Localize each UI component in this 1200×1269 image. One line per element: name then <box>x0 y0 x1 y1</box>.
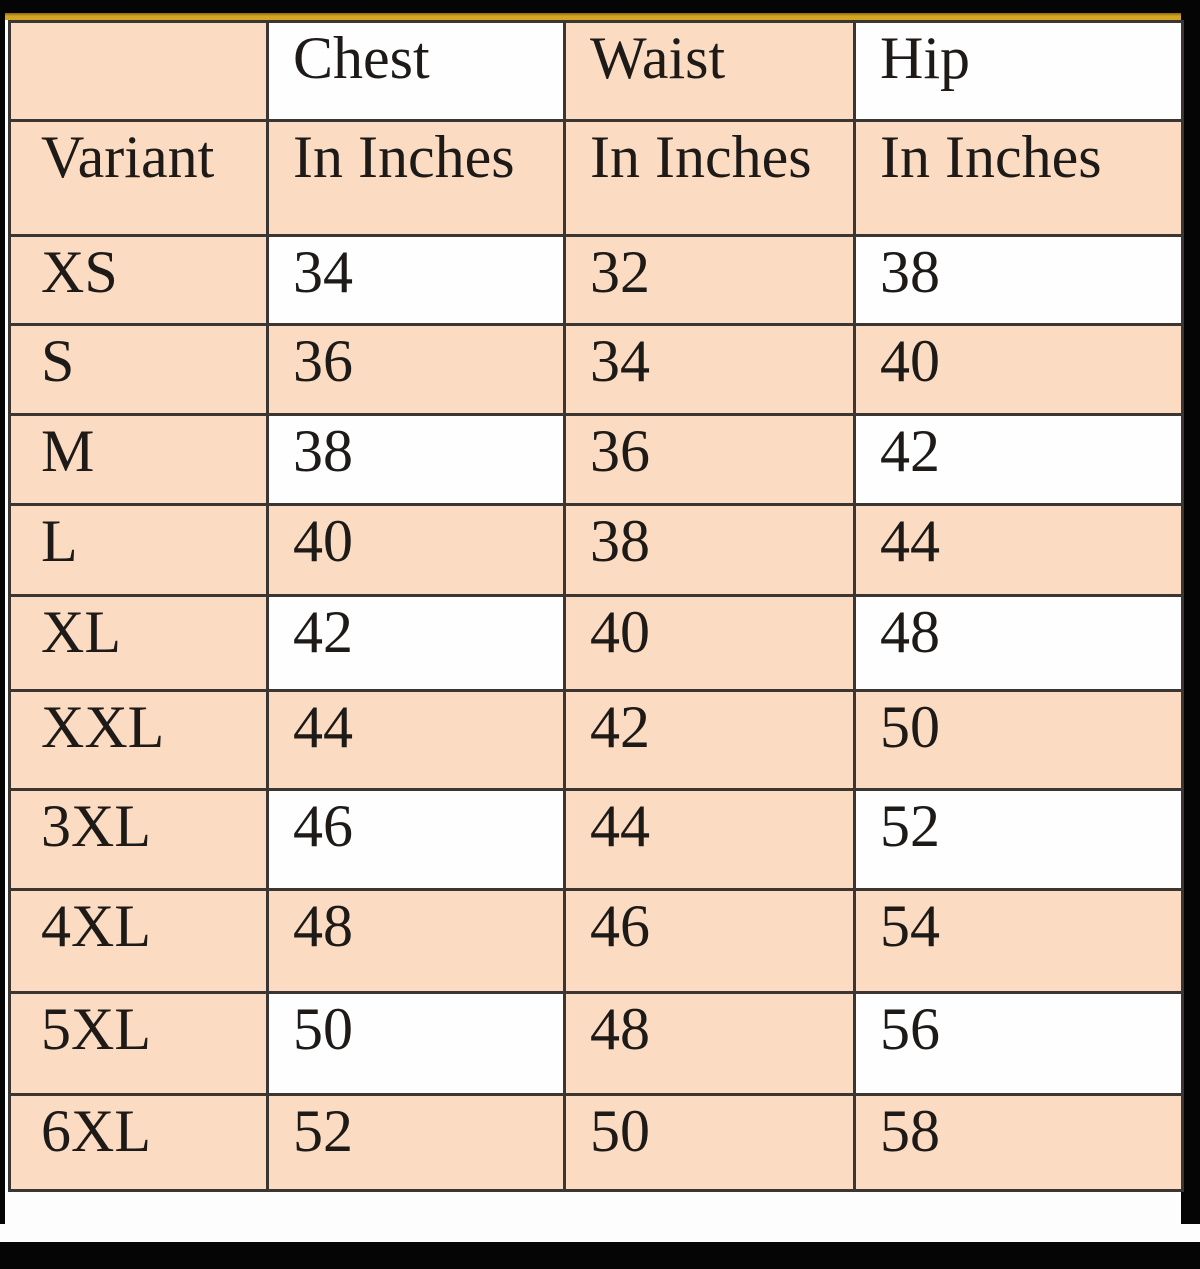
value-cell: 58 <box>855 1095 1183 1191</box>
variant-cell: 6XL <box>10 1095 268 1191</box>
value-cell: 52 <box>855 790 1183 890</box>
value-cell: 46 <box>565 890 855 993</box>
value-cell: 42 <box>565 691 855 790</box>
document-page <box>5 13 1181 1242</box>
value-cell: 48 <box>268 890 565 993</box>
table-row <box>10 236 1183 325</box>
variant-cell: L <box>10 505 268 596</box>
size-chart-body <box>10 22 1183 1191</box>
value-cell: 48 <box>565 993 855 1095</box>
table-row <box>10 993 1183 1095</box>
variant-cell: XXL <box>10 691 268 790</box>
size-chart-table <box>8 20 1184 1192</box>
value-cell: Waist <box>565 22 855 121</box>
header-row <box>10 121 1183 236</box>
variant-cell: XL <box>10 596 268 691</box>
table-row <box>10 691 1183 790</box>
value-cell: 38 <box>268 415 565 505</box>
table-row <box>10 596 1183 691</box>
value-cell: 44 <box>855 505 1183 596</box>
table-row <box>10 325 1183 415</box>
value-cell: 48 <box>855 596 1183 691</box>
value-cell: 46 <box>268 790 565 890</box>
variant-cell: M <box>10 415 268 505</box>
variant-cell: 3XL <box>10 790 268 890</box>
value-cell: In Inches <box>855 121 1183 236</box>
value-cell: Hip <box>855 22 1183 121</box>
value-cell: 38 <box>565 505 855 596</box>
value-cell: 44 <box>268 691 565 790</box>
value-cell: 36 <box>268 325 565 415</box>
value-cell: 40 <box>268 505 565 596</box>
table-row <box>10 790 1183 890</box>
variant-cell: XS <box>10 236 268 325</box>
variant-cell: 5XL <box>10 993 268 1095</box>
table-row <box>10 505 1183 596</box>
value-cell: 34 <box>565 325 855 415</box>
value-cell: 40 <box>565 596 855 691</box>
value-cell: 36 <box>565 415 855 505</box>
value-cell: 54 <box>855 890 1183 993</box>
value-cell: 42 <box>855 415 1183 505</box>
value-cell: 52 <box>268 1095 565 1191</box>
value-cell: 44 <box>565 790 855 890</box>
table-row <box>10 890 1183 993</box>
table-row <box>10 1095 1183 1191</box>
value-cell: 50 <box>268 993 565 1095</box>
variant-cell: 4XL <box>10 890 268 993</box>
value-cell: 40 <box>855 325 1183 415</box>
value-cell: In Inches <box>565 121 855 236</box>
value-cell: In Inches <box>268 121 565 236</box>
variant-cell: Variant <box>10 121 268 236</box>
value-cell: 50 <box>855 691 1183 790</box>
header-row <box>10 22 1183 121</box>
value-cell: Chest <box>268 22 565 121</box>
table-row <box>10 415 1183 505</box>
value-cell: 50 <box>565 1095 855 1191</box>
variant-cell <box>10 22 268 121</box>
value-cell: 56 <box>855 993 1183 1095</box>
value-cell: 32 <box>565 236 855 325</box>
value-cell: 42 <box>268 596 565 691</box>
gold-accent-stripe <box>5 13 1181 20</box>
variant-cell: S <box>10 325 268 415</box>
value-cell: 34 <box>268 236 565 325</box>
value-cell: 38 <box>855 236 1183 325</box>
